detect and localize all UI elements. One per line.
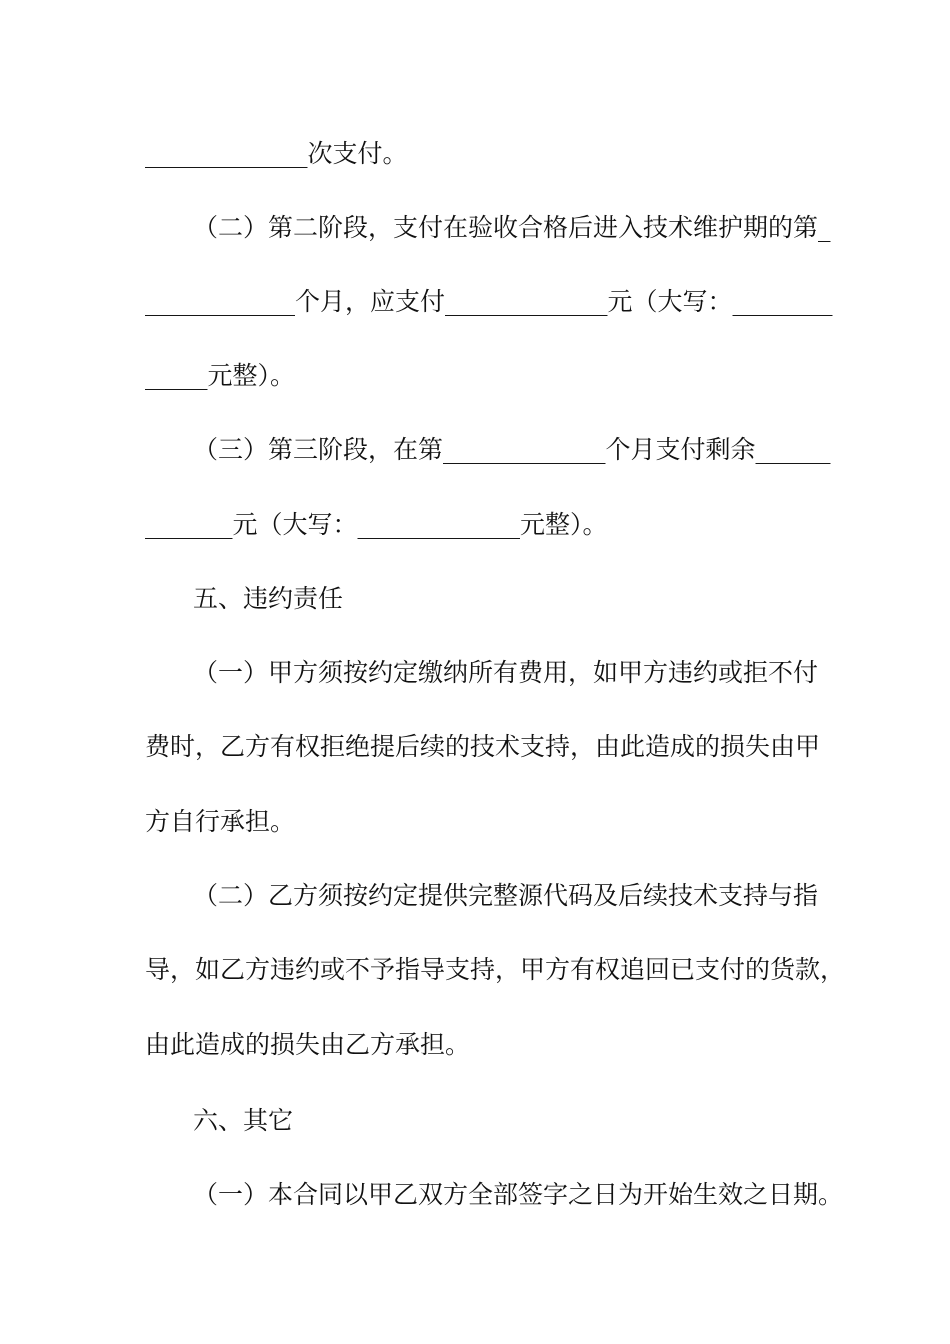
line-text: 费时，乙方有权拒绝提后续的技术支持，由此造成的损失由甲: [145, 732, 821, 761]
line-text: _______元（大写：_____________元整）。: [145, 510, 608, 539]
line-text: _____元整）。: [145, 361, 296, 390]
section-heading-text: 五、违约责任: [193, 584, 344, 613]
line-text: （二）乙方须按约定提供完整源代码及后续技术支持与指: [193, 881, 819, 910]
section-heading-text: 六、其它: [193, 1106, 294, 1135]
line-text: （三）第三阶段，在第_____________个月支付剩余______: [193, 435, 831, 464]
line-text: ____________个月，应支付_____________元（大写：________: [145, 287, 833, 316]
line-text: 由此造成的损失由乙方承担。: [145, 1030, 471, 1059]
line-text: 导，如乙方违约或不予指导支持，甲方有权追回已支付的货款，: [145, 955, 846, 984]
line-text: （二）第二阶段，支付在验收合格后进入技术维护期的第_: [193, 213, 831, 242]
line-text: （一）甲方须按约定缴纳所有费用，如甲方违约或拒不付: [193, 658, 819, 687]
line-text: _____________次支付。: [145, 139, 408, 168]
line-text: （一）本合同以甲乙双方全部签字之日为开始生效之日期。: [193, 1180, 844, 1209]
line-text: 方自行承担。: [145, 807, 296, 836]
